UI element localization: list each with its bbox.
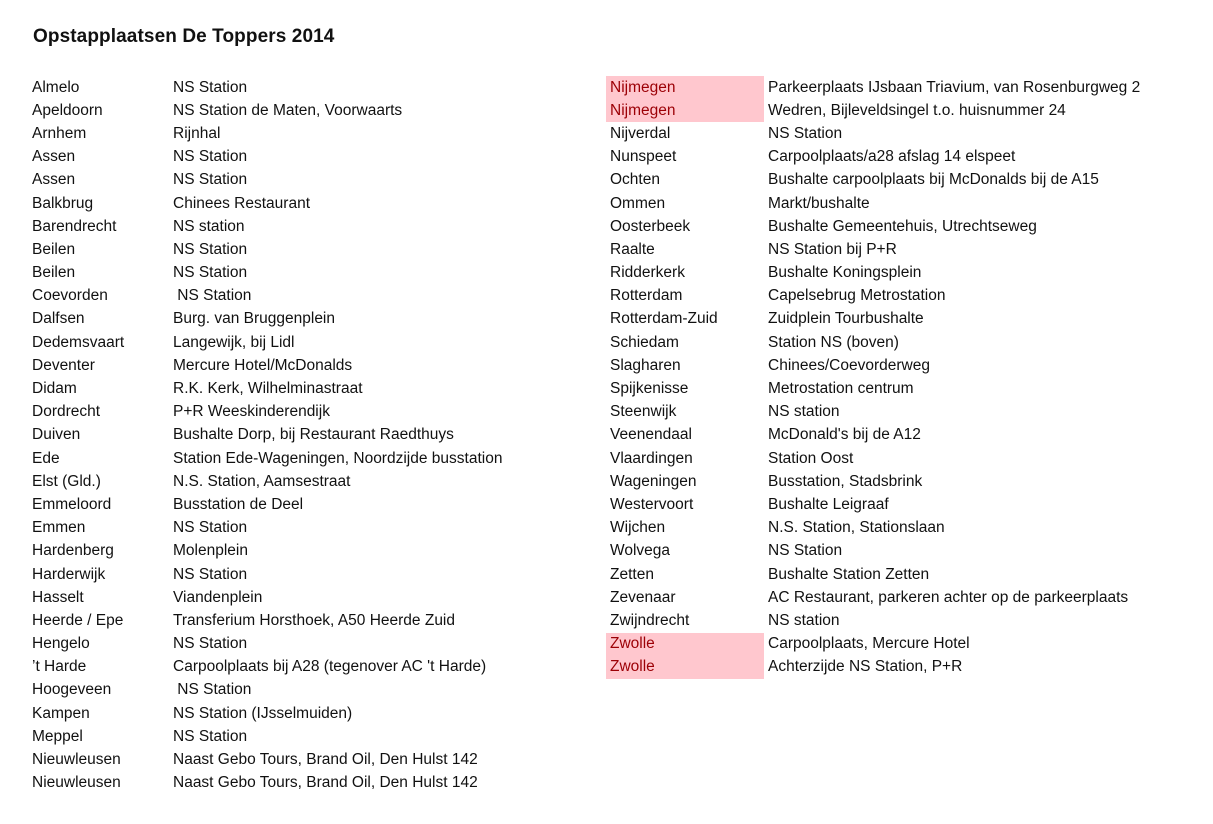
table-row bbox=[28, 586, 502, 609]
location-cell: NS Station bbox=[173, 148, 248, 166]
location-cell: AC Restaurant, parkeren achter op de parkeerplaats bbox=[768, 588, 1129, 606]
table-row bbox=[28, 354, 502, 377]
location-cell: Zuidplein Tourbushalte bbox=[768, 310, 924, 328]
table-row bbox=[606, 76, 1140, 99]
table-row bbox=[606, 424, 1140, 447]
table-row bbox=[606, 656, 1140, 679]
location-cell: NS Station bbox=[173, 727, 248, 745]
location-cell: NS station bbox=[768, 611, 840, 629]
location-cell: NS Station bbox=[173, 519, 248, 537]
table-row bbox=[28, 331, 502, 354]
location-cell: NS Station bbox=[173, 287, 252, 305]
location-cell: Metrostation centrum bbox=[768, 380, 914, 398]
table-row bbox=[606, 262, 1140, 285]
location-cell: Rijnhal bbox=[173, 124, 221, 142]
table-row bbox=[606, 122, 1140, 145]
city-cell: Hardenberg bbox=[32, 542, 114, 560]
location-cell: NS station bbox=[768, 403, 840, 421]
city-cell: Zwolle bbox=[606, 633, 764, 656]
table-row bbox=[28, 262, 502, 285]
table-row bbox=[28, 308, 502, 331]
city-cell: Ochten bbox=[610, 171, 660, 189]
city-cell: Westervoort bbox=[610, 495, 694, 513]
location-cell: Langewijk, bij Lidl bbox=[173, 333, 295, 351]
table-row bbox=[28, 772, 502, 795]
table-row bbox=[28, 609, 502, 632]
location-cell: Chinees Restaurant bbox=[173, 194, 310, 212]
location-cell: Mercure Hotel/McDonalds bbox=[173, 356, 353, 374]
city-cell: Wolvega bbox=[610, 542, 671, 560]
city-cell: Rotterdam bbox=[610, 287, 683, 305]
location-cell: NS Station bbox=[768, 542, 843, 560]
city-cell: Didam bbox=[32, 380, 77, 398]
location-cell: Achterzijde NS Station, P+R bbox=[768, 658, 963, 676]
location-cell: Parkeerplaats IJsbaan Triavium, van Rosenburgweg 2 bbox=[768, 78, 1141, 96]
city-cell: Beilen bbox=[32, 264, 76, 282]
city-cell: Emmeloord bbox=[32, 495, 112, 513]
city-cell: Ede bbox=[32, 449, 60, 467]
table-row bbox=[28, 215, 502, 238]
location-cell: NS Station bbox=[173, 78, 248, 96]
city-cell: Zetten bbox=[610, 565, 654, 583]
city-cell: Harderwijk bbox=[32, 565, 106, 583]
city-cell: Nieuwleusen bbox=[32, 751, 121, 769]
table-row bbox=[606, 540, 1140, 563]
table-row bbox=[28, 633, 502, 656]
city-cell: Arnhem bbox=[32, 124, 87, 142]
location-cell: Carpoolplaats/a28 afslag 14 elspeet bbox=[768, 148, 1016, 166]
location-cell: Busstation de Deel bbox=[173, 495, 304, 513]
table-row bbox=[606, 377, 1140, 400]
table-row bbox=[28, 169, 502, 192]
location-cell: NS Station bbox=[173, 264, 248, 282]
city-cell: Coevorden bbox=[32, 287, 108, 305]
location-cell: Chinees/Coevorderweg bbox=[768, 356, 930, 374]
city-cell: Nijverdal bbox=[610, 124, 671, 142]
city-cell: Vlaardingen bbox=[610, 449, 693, 467]
table-row bbox=[28, 702, 502, 725]
city-cell: Dordrecht bbox=[32, 403, 101, 421]
city-cell: Assen bbox=[32, 148, 76, 166]
city-cell: Rotterdam-Zuid bbox=[610, 310, 718, 328]
location-cell: NS Station de Maten, Voorwaarts bbox=[173, 101, 403, 119]
city-cell: Nunspeet bbox=[610, 148, 677, 166]
table-row bbox=[28, 146, 502, 169]
location-cell: Bushalte Leigraaf bbox=[768, 495, 889, 513]
city-cell: Veenendaal bbox=[610, 426, 692, 444]
table-row bbox=[606, 470, 1140, 493]
location-cell: R.K. Kerk, Wilhelminastraat bbox=[173, 380, 363, 398]
location-cell: NS Station bbox=[768, 124, 843, 142]
city-cell: Heerde / Epe bbox=[32, 611, 124, 629]
location-cell: NS Station bbox=[173, 681, 252, 699]
table-row bbox=[28, 748, 502, 771]
location-cell: Bushalte Station Zetten bbox=[768, 565, 930, 583]
location-cell: McDonald's bij de A12 bbox=[768, 426, 921, 444]
table-row bbox=[606, 99, 1140, 122]
city-cell: Emmen bbox=[32, 519, 86, 537]
city-cell: Dalfsen bbox=[32, 310, 85, 328]
city-cell: Ommen bbox=[610, 194, 666, 212]
table-row bbox=[606, 633, 1140, 656]
city-cell: Spijkenisse bbox=[610, 380, 689, 398]
table-row bbox=[606, 238, 1140, 261]
city-cell: Nijmegen bbox=[606, 99, 764, 122]
table-row bbox=[606, 493, 1140, 516]
city-cell: Kampen bbox=[32, 704, 90, 722]
table-row bbox=[606, 609, 1140, 632]
table-row bbox=[28, 192, 502, 215]
location-cell: N.S. Station, Stationslaan bbox=[768, 519, 945, 537]
city-cell: Schiedam bbox=[610, 333, 679, 351]
table-row bbox=[28, 99, 502, 122]
city-cell: Dedemsvaart bbox=[32, 333, 125, 351]
location-cell: Bushalte carpoolplaats bij McDonalds bij de A15 bbox=[768, 171, 1099, 189]
table-row bbox=[28, 517, 502, 540]
city-cell: Oosterbeek bbox=[610, 217, 691, 235]
right-column-table bbox=[606, 76, 1140, 679]
location-cell: Busstation, Stadsbrink bbox=[768, 472, 923, 490]
location-cell: Burg. van Bruggenplein bbox=[173, 310, 336, 328]
table-row bbox=[28, 679, 502, 702]
city-cell: Zevenaar bbox=[610, 588, 676, 606]
table-row bbox=[28, 493, 502, 516]
table-row bbox=[606, 354, 1140, 377]
table-row bbox=[606, 563, 1140, 586]
city-cell: Balkbrug bbox=[32, 194, 94, 212]
table-row bbox=[606, 447, 1140, 470]
city-cell: Slagharen bbox=[610, 356, 681, 374]
location-cell: Molenplein bbox=[173, 542, 248, 560]
table-row bbox=[28, 285, 502, 308]
location-cell: Wedren, Bijleveldsingel t.o. huisnummer 24 bbox=[768, 101, 1066, 119]
table-row bbox=[606, 586, 1140, 609]
city-cell: Ridderkerk bbox=[610, 264, 685, 282]
city-cell: Raalte bbox=[610, 240, 655, 258]
table-row bbox=[28, 470, 502, 493]
location-cell: NS Station bbox=[173, 565, 248, 583]
location-cell: NS Station bbox=[173, 171, 248, 189]
location-cell: NS Station (IJsselmuiden) bbox=[173, 704, 353, 722]
city-cell: Barendrecht bbox=[32, 217, 117, 235]
location-cell: NS station bbox=[173, 217, 245, 235]
city-cell: Assen bbox=[32, 171, 76, 189]
table-row bbox=[28, 238, 502, 261]
table-row bbox=[606, 517, 1140, 540]
table-row bbox=[28, 122, 502, 145]
city-cell: Deventer bbox=[32, 356, 95, 374]
city-cell: Zwijndrecht bbox=[610, 611, 690, 629]
location-cell: Bushalte Koningsplein bbox=[768, 264, 922, 282]
city-cell: Almelo bbox=[32, 78, 80, 96]
table-row bbox=[606, 169, 1140, 192]
city-cell: Wageningen bbox=[610, 472, 697, 490]
table-row bbox=[606, 331, 1140, 354]
location-cell: Station Ede-Wageningen, Noordzijde busstation bbox=[173, 449, 503, 467]
location-cell: Station Oost bbox=[768, 449, 854, 467]
location-cell: N.S. Station, Aamsestraat bbox=[173, 472, 351, 490]
city-cell: Hoogeveen bbox=[32, 681, 112, 699]
location-cell: Capelsebrug Metrostation bbox=[768, 287, 946, 305]
location-cell: Naast Gebo Tours, Brand Oil, Den Hulst 142 bbox=[173, 751, 478, 769]
location-cell: P+R Weeskinderendijk bbox=[173, 403, 330, 421]
location-cell: Viandenplein bbox=[173, 588, 263, 606]
table-row bbox=[606, 401, 1140, 424]
city-cell: Zwolle bbox=[606, 656, 764, 679]
city-cell: Elst (Gld.) bbox=[32, 472, 101, 490]
table-row bbox=[606, 285, 1140, 308]
city-cell: Meppel bbox=[32, 727, 83, 745]
location-cell: Carpoolplaats bij A28 (tegenover AC 't Harde) bbox=[173, 658, 487, 676]
city-cell: Nijmegen bbox=[606, 76, 764, 99]
city-cell: ’t Harde bbox=[32, 658, 87, 676]
table-row bbox=[28, 401, 502, 424]
city-cell: Duiven bbox=[32, 426, 81, 444]
location-cell: Transferium Horsthoek, A50 Heerde Zuid bbox=[173, 611, 455, 629]
page-title: Opstapplaatsen De Toppers 2014 bbox=[33, 26, 335, 47]
table-row bbox=[606, 215, 1140, 238]
left-column-table bbox=[28, 76, 502, 795]
location-cell: NS Station bij P+R bbox=[768, 240, 897, 258]
location-cell: NS Station bbox=[173, 635, 248, 653]
location-cell: Naast Gebo Tours, Brand Oil, Den Hulst 142 bbox=[173, 774, 478, 792]
table-row bbox=[28, 76, 502, 99]
table-row bbox=[606, 192, 1140, 215]
table-row bbox=[28, 424, 502, 447]
city-cell: Apeldoorn bbox=[32, 101, 103, 119]
table-row bbox=[606, 146, 1140, 169]
city-cell: Hengelo bbox=[32, 635, 90, 653]
table-row bbox=[28, 540, 502, 563]
table-row bbox=[28, 656, 502, 679]
city-cell: Steenwijk bbox=[610, 403, 677, 421]
location-cell: Markt/bushalte bbox=[768, 194, 870, 212]
city-cell: Beilen bbox=[32, 240, 76, 258]
location-cell: NS Station bbox=[173, 240, 248, 258]
city-cell: Hasselt bbox=[32, 588, 84, 606]
location-cell: Bushalte Dorp, bij Restaurant Raedthuys bbox=[173, 426, 454, 444]
table-row bbox=[28, 563, 502, 586]
table-row bbox=[28, 725, 502, 748]
location-cell: Station NS (boven) bbox=[768, 333, 899, 351]
table-row bbox=[606, 308, 1140, 331]
table-row bbox=[28, 447, 502, 470]
city-cell: Wijchen bbox=[610, 519, 666, 537]
city-cell: Nieuwleusen bbox=[32, 774, 121, 792]
location-cell: Carpoolplaats, Mercure Hotel bbox=[768, 635, 970, 653]
table-row bbox=[28, 377, 502, 400]
location-cell: Bushalte Gemeentehuis, Utrechtseweg bbox=[768, 217, 1037, 235]
